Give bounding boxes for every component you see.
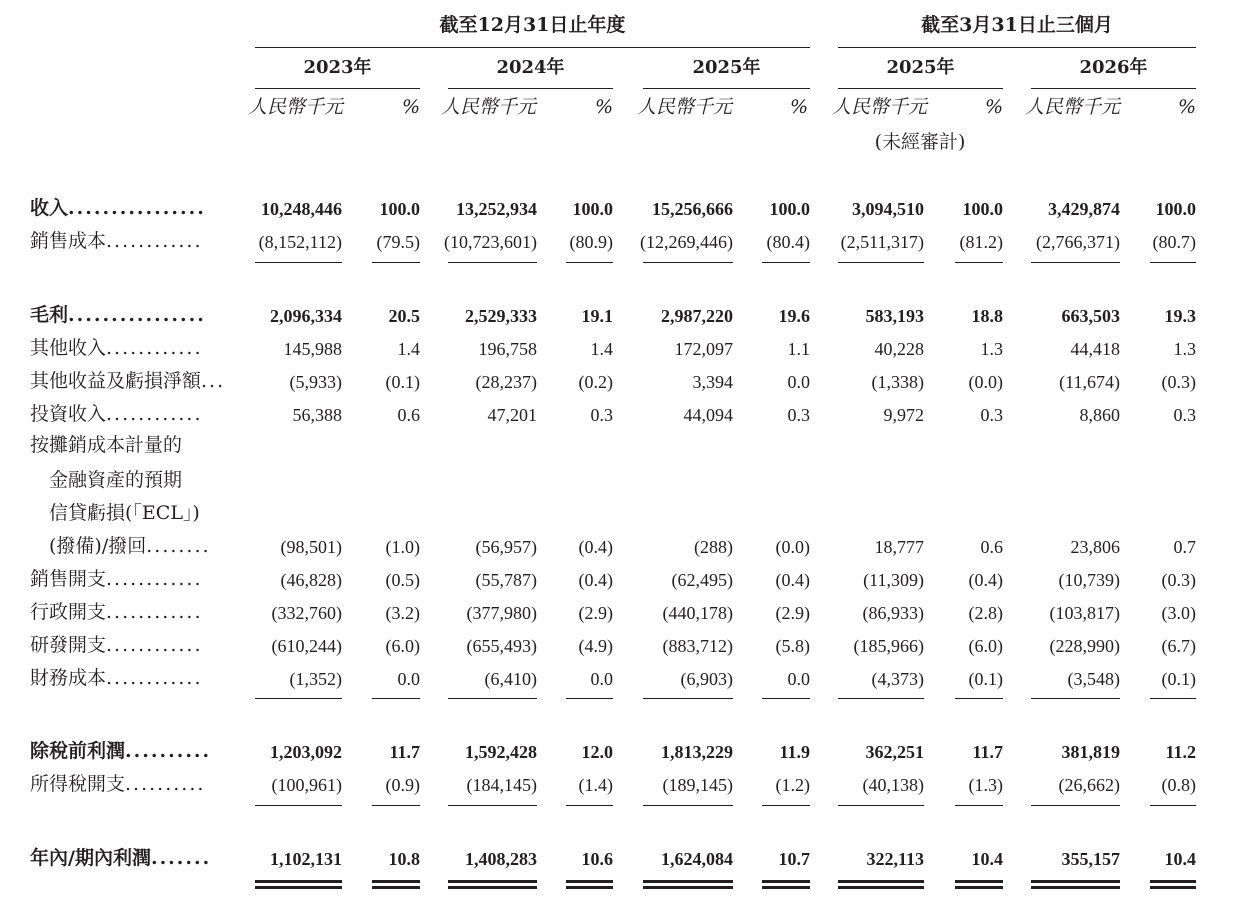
row-label-text: 其他收入 [30,337,107,359]
amount-cell: 8,860 [1079,405,1120,425]
percent-cell: 0.0 [787,372,810,392]
percent-cell: 10.6 [581,849,613,869]
subtotal-rule [762,805,810,806]
row-label-leader-dots: .......... [125,740,212,762]
percent-cell: 0.3 [1173,405,1196,425]
row-label-text: 銷售開支 [30,568,107,590]
amount-cell: 1,408,283 [465,849,537,869]
percent-cell: 11.2 [1165,742,1196,762]
amount-cell: 381,819 [1061,742,1120,762]
subtotal-rule [643,262,733,263]
percent-cell: (0.3) [1161,570,1196,590]
amount-cell: (288) [694,537,733,557]
percent-cell: 0.3 [980,405,1003,425]
amount-cell: (3,548) [1067,669,1120,689]
percent-cell: (80.7) [1152,232,1196,252]
percent-cell: (2.9) [578,603,613,623]
percent-cell: (0.5) [385,570,420,590]
percent-cell: 10.7 [778,849,810,869]
percent-cell: 0.6 [397,405,420,425]
amount-cell: 9,972 [883,405,924,425]
amount-cell: 362,251 [865,742,924,762]
subtotal-rule [955,262,1003,263]
amount-cell: (40,138) [862,775,924,795]
row-label-leader-dots: ............ [106,601,203,623]
amount-cell: (46,828) [280,570,342,590]
row-label-leader-dots: ............ [106,667,203,689]
amount-cell: (184,145) [466,775,537,795]
subtotal-rule [566,262,613,263]
subtotal-rule [955,805,1003,806]
amount-cell: 3,394 [692,372,733,392]
subtotal-rule [255,698,342,699]
amount-cell: (440,178) [662,603,733,623]
row-label-leader-dots: ............ [106,337,203,359]
amount-cell: (10,723,601) [444,232,537,252]
subtotal-rule [566,805,613,806]
subtotal-rule [372,262,420,263]
row-label-leader-dots: ............ [106,634,203,656]
percent-cell: (0.4) [578,570,613,590]
total-double-rule [255,880,342,889]
group-header-year: 截至12月31日止年度 [439,14,626,36]
amount-cell: 2,987,220 [661,306,733,326]
row-label [30,636,203,655]
amount-cell: (86,933) [862,603,924,623]
unit-header: 人民幣千元 [1025,96,1121,118]
subtotal-rule [566,698,613,699]
row-label-text: (撥備)/撥回 [49,535,147,557]
subtotal-rule [1031,805,1120,806]
amount-cell: 3,094,510 [852,199,924,219]
amount-cell: 13,252,934 [456,199,537,219]
amount-cell: (1,352) [289,669,342,689]
percent-cell: 1.3 [980,339,1003,359]
row-label-text: 行政開支 [30,601,107,623]
row-label [30,405,203,424]
percent-cell: 10.4 [971,849,1003,869]
row-label-leader-dots: .......... [125,773,206,795]
row-label [30,849,211,868]
amount-cell: (1,338) [871,372,924,392]
amount-cell: 40,228 [874,339,924,359]
amount-cell: (189,145) [662,775,733,795]
total-double-rule [1031,880,1120,889]
subtotal-rule [643,805,733,806]
amount-cell: 3,429,874 [1048,199,1120,219]
percent-cell: 1.3 [1173,339,1196,359]
row-label-text: 銷售成本 [30,230,107,252]
amount-cell: 18,777 [874,537,924,557]
percent-cell: (0.3) [1161,372,1196,392]
total-double-rule [955,880,1003,889]
percent-cell: 11.7 [972,742,1003,762]
amount-cell: (12,269,446) [640,232,733,252]
subtotal-rule [838,698,924,699]
percent-cell: (0.9) [385,775,420,795]
percent-cell: (3.0) [1161,603,1196,623]
subtotal-rule [1150,262,1196,263]
pct-header: % [1177,96,1196,118]
row-label-leader-dots: ... [201,370,226,392]
row-label-leader-dots: ............ [106,230,203,252]
unaudited-note: (未經審計) [874,131,966,153]
amount-cell: (28,237) [475,372,537,392]
percent-cell: 0.3 [787,405,810,425]
subtotal-rule [643,698,733,699]
row-label-leader-dots: ................ [68,197,206,219]
percent-cell: (6.0) [968,636,1003,656]
amount-cell: 10,248,446 [261,199,342,219]
amount-cell: (62,495) [671,570,733,590]
subtotal-rule [448,805,537,806]
percent-cell: (1.2) [775,775,810,795]
year-header-2025-q: 2025年 [886,57,955,78]
percent-cell: 20.5 [388,306,420,326]
row-label-text: 毛利 [30,304,69,326]
amount-cell: 1,624,084 [661,849,733,869]
year-header-2023: 2023年 [303,57,372,78]
year-header-2026-q: 2026年 [1079,57,1148,78]
amount-cell: 322,113 [866,849,924,869]
row-label-leader-dots: ............ [106,568,203,590]
total-double-rule [372,880,420,889]
amount-cell: 145,988 [283,339,342,359]
percent-cell: (1.0) [385,537,420,557]
percent-cell: (0.1) [385,372,420,392]
amount-cell: (10,739) [1058,570,1120,590]
amount-cell: 1,592,428 [465,742,537,762]
amount-cell: 47,201 [487,405,537,425]
percent-cell: (5.8) [775,636,810,656]
percent-cell: (81.2) [959,232,1003,252]
group-rule-year [255,47,810,48]
percent-cell: 10.8 [388,849,420,869]
amount-cell: (655,493) [466,636,537,656]
percent-cell: 11.7 [389,742,420,762]
row-label [30,603,203,622]
percent-cell: 19.1 [581,306,613,326]
percent-cell: 0.0 [397,669,420,689]
subtotal-rule [1150,698,1196,699]
amount-cell: (2,766,371) [1036,232,1120,252]
percent-cell: (0.2) [578,372,613,392]
subtotal-rule [1031,262,1120,263]
unit-header: 人民幣千元 [248,96,344,118]
year-header-2025: 2025年 [692,57,761,78]
percent-cell: (0.4) [968,570,1003,590]
unit-header: 人民幣千元 [637,96,733,118]
year-rule [255,88,420,89]
row-label-leader-dots: ....... [150,847,212,869]
amount-cell: (103,817) [1049,603,1120,623]
amount-cell: 44,418 [1070,339,1120,359]
amount-cell: 1,102,131 [270,849,342,869]
percent-cell: (80.4) [766,232,810,252]
percent-cell: (80.9) [569,232,613,252]
percent-cell: (0.1) [1161,669,1196,689]
pct-header: % [594,96,613,118]
percent-cell: (2.8) [968,603,1003,623]
subtotal-rule [838,805,924,806]
amount-cell: (6,903) [680,669,733,689]
row-label [30,669,203,688]
row-label-text: 收入 [30,197,69,219]
percent-cell: 100.0 [769,199,810,219]
total-double-rule [448,880,537,889]
amount-cell: 1,203,092 [270,742,342,762]
percent-cell: (0.4) [578,537,613,557]
pct-header: % [401,96,420,118]
amount-cell: 355,157 [1061,849,1120,869]
amount-cell: (5,933) [289,372,342,392]
pct-header: % [984,96,1003,118]
subtotal-rule [1031,698,1120,699]
amount-cell: (6,410) [484,669,537,689]
row-label [30,232,203,251]
amount-cell: 56,388 [292,405,342,425]
percent-cell: (1.4) [578,775,613,795]
amount-cell: (55,787) [475,570,537,590]
group-rule-quarter [838,47,1196,48]
percent-cell: (0.0) [968,372,1003,392]
subtotal-rule [955,698,1003,699]
amount-cell: 44,094 [683,405,733,425]
row-label-leader-dots: ........ [146,535,211,557]
total-double-rule [643,880,733,889]
percent-cell: (0.4) [775,570,810,590]
amount-cell: (100,961) [271,775,342,795]
total-double-rule [838,880,924,889]
unit-header: 人民幣千元 [441,96,537,118]
amount-cell: (26,662) [1058,775,1120,795]
percent-cell: 1.4 [590,339,613,359]
subtotal-rule [1150,805,1196,806]
percent-cell: 1.4 [397,339,420,359]
subtotal-rule [372,805,420,806]
amount-cell: (98,501) [280,537,342,557]
percent-cell: 100.0 [1155,199,1196,219]
row-label-leader-dots: ............ [106,403,203,425]
amount-cell: 1,813,229 [661,742,733,762]
amount-cell: 2,096,334 [270,306,342,326]
percent-cell: 10.4 [1164,849,1196,869]
percent-cell: 0.3 [590,405,613,425]
percent-cell: (1.3) [968,775,1003,795]
amount-cell: (56,957) [475,537,537,557]
row-label-ecl-line-1: 按攤銷成本計量的 [30,434,183,456]
amount-cell: 583,193 [865,306,924,326]
amount-cell: 663,503 [1061,306,1120,326]
subtotal-rule [255,262,342,263]
year-rule [1031,88,1196,89]
row-label [49,537,211,556]
amount-cell: (228,990) [1049,636,1120,656]
total-double-rule [1150,880,1196,889]
amount-cell: (883,712) [662,636,733,656]
percent-cell: 100.0 [572,199,613,219]
percent-cell: (2.9) [775,603,810,623]
row-label-text: 投資收入 [30,403,107,425]
amount-cell: (11,674) [1059,372,1120,392]
subtotal-rule [448,262,537,263]
percent-cell: 100.0 [379,199,420,219]
percent-cell: (6.7) [1161,636,1196,656]
row-label-text: 除稅前利潤 [30,740,126,762]
row-label [30,742,211,761]
amount-cell: (8,152,112) [258,232,342,252]
percent-cell: 19.6 [778,306,810,326]
percent-cell: 1.1 [787,339,810,359]
row-label [30,775,205,794]
percent-cell: 0.0 [590,669,613,689]
amount-cell: 2,529,333 [465,306,537,326]
amount-cell: 23,806 [1070,537,1120,557]
amount-cell: (11,309) [863,570,924,590]
percent-cell: (6.0) [385,636,420,656]
year-rule [448,88,613,89]
percent-cell: (79.5) [376,232,420,252]
amount-cell: (610,244) [271,636,342,656]
row-label [30,306,206,325]
percent-cell: 11.9 [779,742,810,762]
subtotal-rule [762,262,810,263]
percent-cell: (4.9) [578,636,613,656]
percent-cell: 0.6 [980,537,1003,557]
row-label [30,199,206,218]
total-double-rule [762,880,810,889]
row-label-text: 所得稅開支 [30,773,126,795]
row-label-text: 財務成本 [30,667,107,689]
unit-header: 人民幣千元 [832,96,928,118]
amount-cell: 15,256,666 [652,199,733,219]
row-label-leader-dots: ................ [68,304,206,326]
pct-header: % [789,96,808,118]
percent-cell: 18.8 [971,306,1003,326]
percent-cell: (0.1) [968,669,1003,689]
year-rule [838,88,1003,89]
percent-cell: 19.3 [1164,306,1196,326]
year-rule [643,88,810,89]
percent-cell: (3.2) [385,603,420,623]
subtotal-rule [372,698,420,699]
subtotal-rule [255,805,342,806]
row-label-text: 研發開支 [30,634,107,656]
row-label [30,570,203,589]
subtotal-rule [838,262,924,263]
row-label-ecl-line-3: 信貸虧損(「ECL」) [49,502,200,524]
subtotal-rule [762,698,810,699]
total-double-rule [566,880,613,889]
percent-cell: (0.0) [775,537,810,557]
row-label [30,339,203,358]
year-header-2024: 2024年 [496,57,565,78]
amount-cell: (4,373) [871,669,924,689]
row-label-text: 年內/期內利潤 [30,847,151,869]
amount-cell: (332,760) [271,603,342,623]
percent-cell: 12.0 [581,742,613,762]
group-header-quarter: 截至3月31日止三個月 [921,14,1113,36]
amount-cell: (2,511,317) [840,232,924,252]
percent-cell: 0.0 [787,669,810,689]
row-label-text: 其他收益及虧損淨額 [30,370,202,392]
percent-cell: 100.0 [962,199,1003,219]
subtotal-rule [448,698,537,699]
row-label [30,372,225,391]
amount-cell: (185,966) [853,636,924,656]
percent-cell: 0.7 [1173,537,1196,557]
amount-cell: 172,097 [674,339,733,359]
amount-cell: 196,758 [478,339,537,359]
row-label-ecl-line-2: 金融資產的預期 [49,469,183,491]
amount-cell: (377,980) [466,603,537,623]
percent-cell: (0.8) [1161,775,1196,795]
